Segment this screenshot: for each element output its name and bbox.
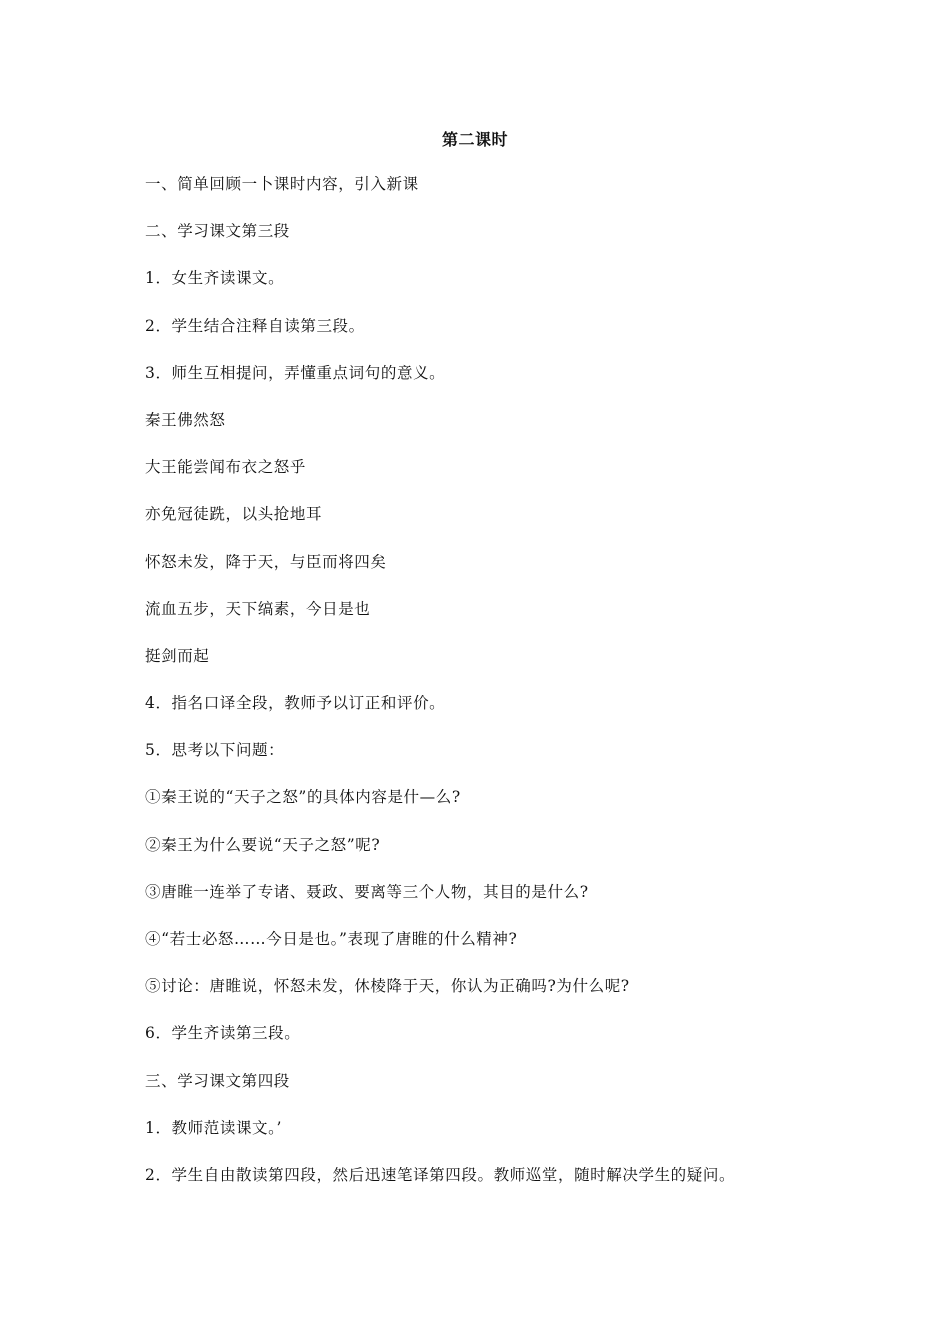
step-item: 2．学生自由散读第四段，然后迅速笔译第四段。教师巡堂，随时解决学生的疑问。 [145, 1165, 736, 1184]
step-item: 6．学生齐读第三段。 [145, 1024, 301, 1043]
key-phrase: 亦免冠徒跣，以头抢地耳 [145, 505, 323, 524]
section-heading-review: 一、简单回顾一卜课时内容，引入新课 [145, 175, 419, 193]
step-item: 2．学生结合注释自读第三段。 [145, 316, 365, 335]
key-phrase: 秦王佛然怒 [145, 410, 226, 429]
question-item: ②秦王为什么要说“天子之怒”呢? [145, 835, 381, 854]
question-item: ④“若士必怒……今日是也。”表现了唐睢的什么精神? [145, 930, 518, 948]
step-item: 4．指名口译全段，教师予以订正和评价。 [145, 694, 446, 713]
section-heading-paragraph-3: 二、学习课文第三段 [145, 222, 290, 241]
lesson-title: 第二课时 [441, 130, 508, 149]
question-item: ①秦王说的“天子之怒”的具体内容是什—么? [145, 788, 461, 807]
step-item: 1．女生齐读课文。 [145, 269, 285, 288]
key-phrase: 大王能尝闻布衣之怒乎 [145, 458, 307, 477]
section-heading-paragraph-4: 三、学习课文第四段 [145, 1071, 290, 1090]
step-item: 5．思考以下问题： [145, 741, 285, 760]
key-phrase: 挺剑而起 [145, 646, 210, 665]
lesson-content [145, 174, 845, 1212]
question-item: ⑤讨论：唐睢说，怀怒未发，休棱降于天，你认为正确吗?为什么呢? [145, 977, 630, 996]
step-item: 3．师生互相提问，弄懂重点词句的意义。 [145, 363, 446, 382]
key-phrase: 怀怒未发，降于天，与臣而将四矣 [145, 552, 387, 571]
step-item: 1．教师范读课文。’ [145, 1118, 283, 1137]
question-item: ③唐睢一连举了专诸、聂政、要离等三个人物，其目的是什么? [145, 882, 589, 901]
key-phrase: 流血五步，天下缟素，今日是也 [145, 599, 371, 618]
